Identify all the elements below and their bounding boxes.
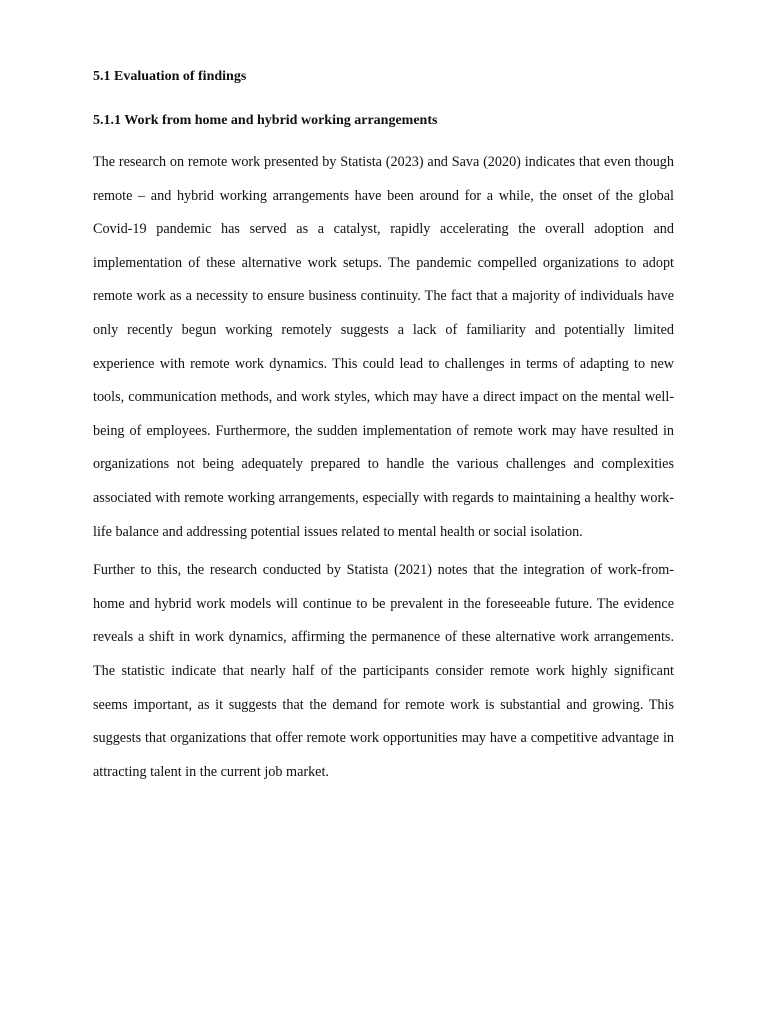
body-paragraph-2: Further to this, the research conducted by Statista (2021) notes that the integration of work-from-home and hybrid work models will continue to be prevalent in the foreseeable future. The evidence reveals a shift in work dynamics, affirming the permanence of these alternative work arrangements. The statistic indicate that nearly half of the participants consider remote work highly significant seems important, as it suggests that the demand for remote work is substantial and growing. This suggests that organizations that offer remote work opportunities may have a competitive advantage in attracting talent in the current job market.: [93, 562, 674, 780]
document-page: [93, 64, 674, 789]
subsection-heading: 5.1.1 Work from home and hybrid working arrangements: [93, 113, 438, 128]
section-heading: 5.1 Evaluation of findings: [93, 69, 247, 84]
body-paragraph-1: The research on remote work presented by Statista (2023) and Sava (2020) indicates that even though remote – and hybrid working arrangements have been around for a while, the onset of the global Covid-19 pandemic has served as a catalyst, rapidly accelerating the overall adoption and implementation of these alternative work setups. The pandemic compelled organizations to adopt remote work as a necessity to ensure business continuity. The fact that a majority of individuals have only recently begun working remotely suggests a lack of familiarity and potentially limited experience with remote work dynamics. This could lead to challenges in terms of adapting to new tools, communication methods, and work styles, which may have a direct impact on the mental well-being of employees. Furthermore, the sudden implementation of remote work may have resulted in organizations not being adequately prepared to handle the various challenges and complexities associated with remote working arrangements, especially with regards to maintaining a healthy work-life balance and addressing potential issues related to mental health or social isolation.: [93, 154, 674, 540]
